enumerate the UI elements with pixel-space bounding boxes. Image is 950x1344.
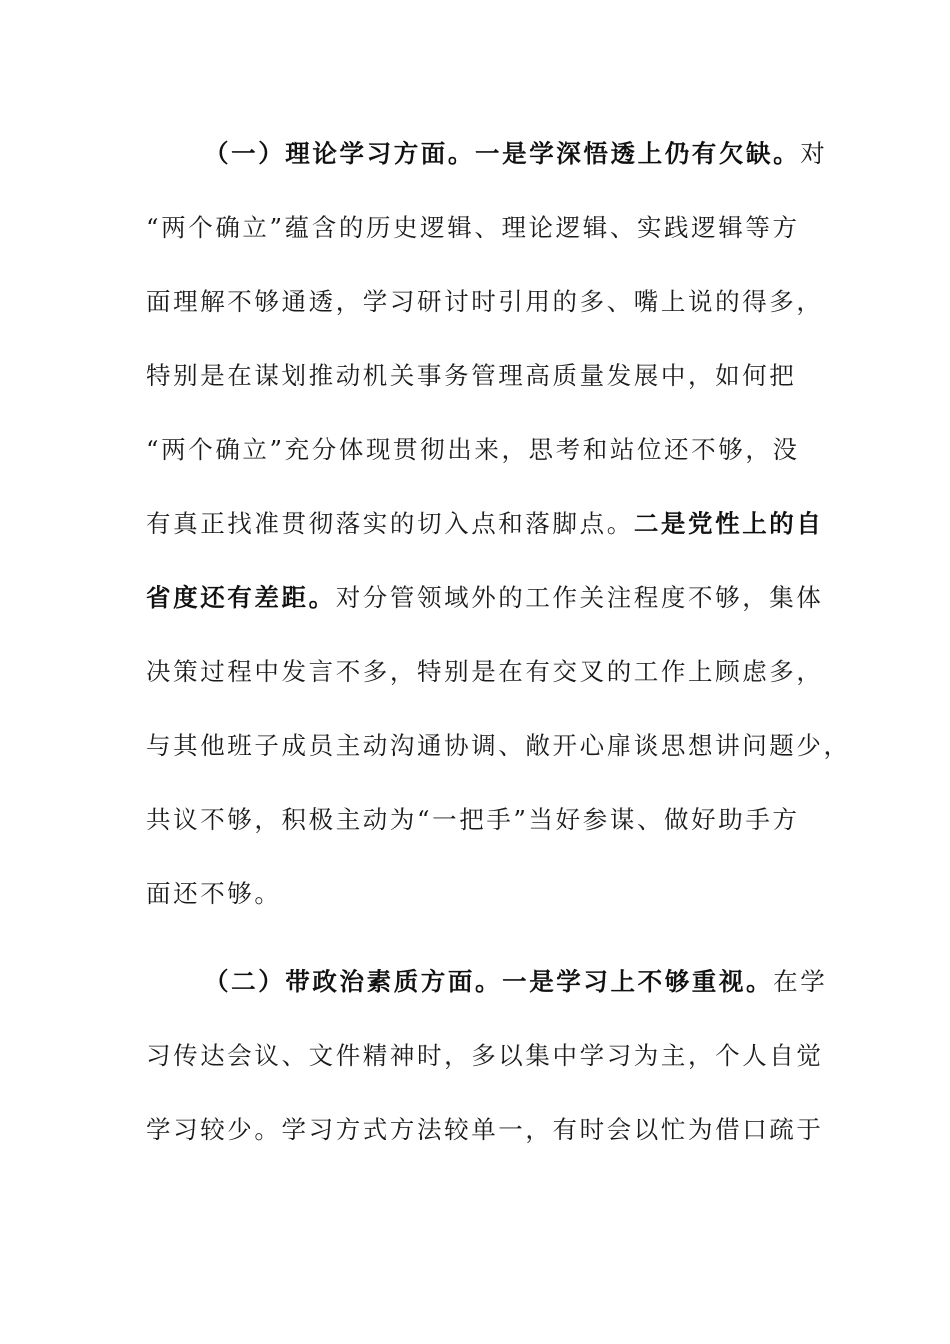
section1-first-line: [204, 134, 827, 174]
section1-line7-text: 对分管领域外的工作关注程度不够，集体: [335, 583, 824, 612]
paragraph-line: 与其他班子成员主动沟通协调、敞开心扉谈思想讲问题少，: [146, 731, 851, 760]
paragraph-line: 面理解不够通透，学习研讨时引用的多、嘴上说的得多，: [146, 287, 824, 316]
section2-point1-title: 一是学习上不够重视。: [502, 967, 774, 996]
paragraph-line: 习传达会议、文件精神时，多以集中学习为主，个人自觉: [146, 1041, 824, 1070]
section1-point2-title-part1: 二是党性上的自: [633, 509, 824, 538]
section1-line7: [146, 578, 824, 618]
paragraph-line: 决策过程中发言不多，特别是在有交叉的工作上顾虑多，: [146, 657, 824, 686]
section1-line6-text: 有真正找准贯彻落实的切入点和落脚点。: [146, 509, 634, 538]
section1-heading: （一）理论学习方面。: [204, 139, 475, 168]
section1-line6: [146, 504, 824, 544]
paragraph-line: 面还不够。: [146, 879, 282, 908]
paragraph-line: “两个确立”充分体现贯彻出来，思考和站位还不够，没: [146, 435, 800, 464]
section2-heading: （二）带政治素质方面。: [204, 967, 503, 996]
paragraph-line: 共议不够，积极主动为“一把手”当好参谋、做好助手方: [146, 805, 800, 834]
paragraph-line: “两个确立”蕴含的历史逻辑、理论逻辑、实践逻辑等方: [146, 213, 800, 242]
section2-line1-text: 在学: [773, 967, 828, 996]
paragraph-line: 特别是在谋划推动机关事务管理高质量发展中，如何把: [146, 361, 797, 390]
section1-line1-text: 对: [800, 139, 828, 168]
paragraph-line: 学习较少。学习方式方法较单一，有时会以忙为借口疏于: [146, 1115, 824, 1144]
section1-point1-title: 一是学深悟透上仍有欠缺。: [475, 139, 801, 168]
section1-point2-title-part2: 省度还有差距。: [146, 583, 336, 612]
section2-first-line: [204, 962, 827, 1002]
